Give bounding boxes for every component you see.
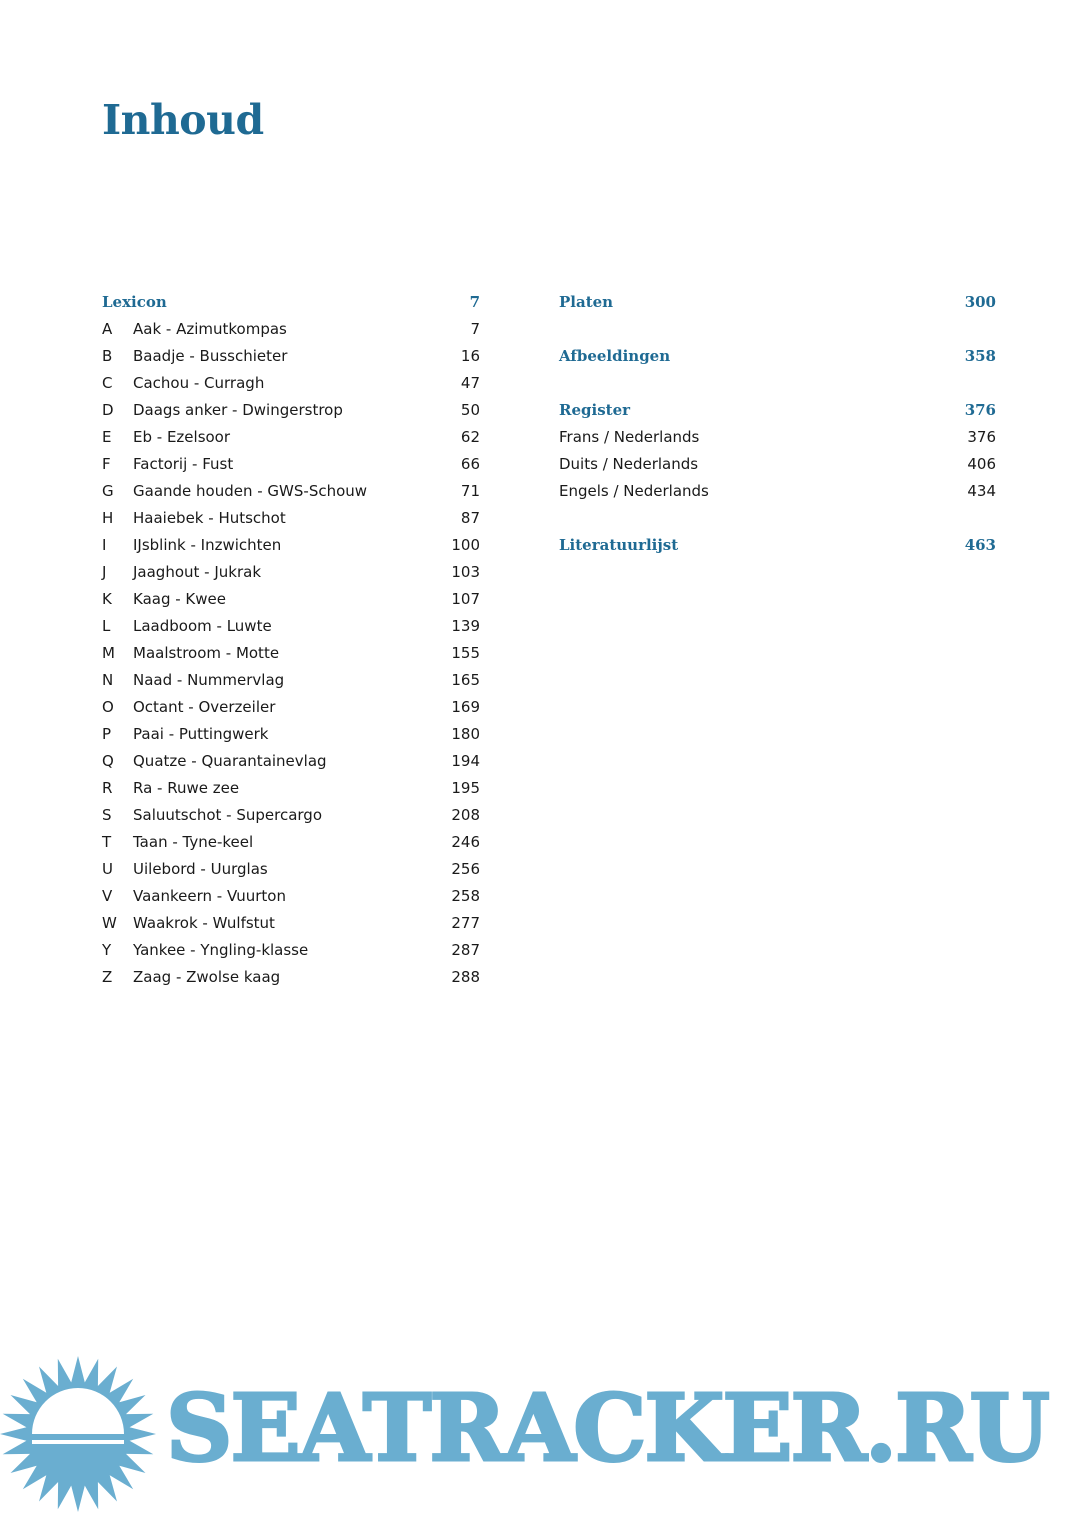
toc-entry-label: Duits / Nederlands	[559, 455, 699, 473]
lexicon-column	[102, 289, 480, 991]
toc-entry-lexicon[interactable]	[102, 532, 480, 559]
toc-entry-page: 50	[460, 401, 480, 419]
toc-entry-lexicon[interactable]	[102, 316, 480, 343]
toc-entry-lexicon[interactable]	[102, 856, 480, 883]
toc-entry-page: 287	[451, 941, 480, 959]
toc-entry-lexicon[interactable]	[102, 721, 480, 748]
toc-entry-letter: W	[102, 914, 117, 932]
toc-entry-label: Frans / Nederlands	[559, 428, 700, 446]
toc-entry-page: 258	[451, 887, 480, 905]
toc-entry-label: Octant - Overzeiler	[133, 698, 276, 716]
toc-entry-page: 100	[451, 536, 480, 554]
toc-entry-register[interactable]	[559, 424, 996, 451]
toc-entry-page: 288	[451, 968, 480, 986]
toc-entry-lexicon[interactable]	[102, 424, 480, 451]
toc-entry-label: Maalstroom - Motte	[133, 644, 280, 662]
toc-heading-label: Platen	[559, 293, 614, 311]
toc-entry-lexicon[interactable]	[102, 343, 480, 370]
sun-horizon	[32, 1440, 124, 1444]
toc-entry-label: Naad - Nummervlag	[133, 671, 285, 689]
toc-entry-page: 256	[451, 860, 480, 878]
toc-heading-afbeeldingen[interactable]	[559, 343, 996, 370]
toc-entry-lexicon[interactable]	[102, 505, 480, 532]
toc-entry-page: 208	[451, 806, 480, 824]
toc-entry-letter: J	[102, 563, 107, 581]
toc-entry-label: Kaag - Kwee	[133, 590, 226, 608]
watermark-text: SEATRACKER.RU	[166, 1374, 1048, 1482]
toc-entry-label: Gaande houden - GWS-Schouw	[133, 482, 368, 500]
toc-heading-label: Afbeeldingen	[559, 347, 671, 365]
toc-entry-lexicon[interactable]	[102, 613, 480, 640]
toc-heading-register[interactable]	[559, 397, 996, 424]
toc-entry-letter: Z	[102, 968, 113, 986]
toc-entry-letter: R	[102, 779, 113, 797]
toc-entry-page: 107	[451, 590, 480, 608]
toc-entry-label: Paai - Puttingwerk	[133, 725, 269, 743]
toc-entry-page: 406	[967, 455, 996, 473]
toc-entry-label: Haaiebek - Hutschot	[133, 509, 286, 527]
toc-entry-page: 139	[451, 617, 480, 635]
toc-entry-letter: S	[102, 806, 112, 824]
toc-entry-lexicon[interactable]	[102, 559, 480, 586]
toc-entry-letter: I	[102, 536, 107, 554]
toc-entry-lexicon[interactable]	[102, 451, 480, 478]
toc-heading-lexicon[interactable]	[102, 289, 480, 316]
toc-entry-lexicon[interactable]	[102, 775, 480, 802]
toc-entry-label: Quatze - Quarantainevlag	[133, 752, 327, 770]
toc-entry-page: 376	[967, 428, 996, 446]
toc-entry-lexicon[interactable]	[102, 910, 480, 937]
toc-entry-letter: E	[102, 428, 112, 446]
toc-entry-letter: K	[102, 590, 112, 608]
toc-entry-lexicon[interactable]	[102, 640, 480, 667]
toc-entry-label: Yankee - Yngling-klasse	[133, 941, 309, 959]
toc-entry-label: Vaankeern - Vuurton	[133, 887, 286, 905]
toc-entry-label: Waakrok - Wulfstut	[133, 914, 275, 932]
toc-entry-label: Factorij - Fust	[133, 455, 234, 473]
toc-entry-label: Uilebord - Uurglas	[133, 860, 268, 878]
toc-entry-page: 434	[967, 482, 996, 500]
toc-entry-lexicon[interactable]	[102, 802, 480, 829]
toc-entry-page: 16	[460, 347, 480, 365]
toc-entry-label: Eb - Ezelsoor	[133, 428, 231, 446]
toc-entry-page: 87	[460, 509, 480, 527]
toc-entry-page: 194	[451, 752, 480, 770]
toc-entry-letter: Y	[102, 941, 112, 959]
toc-entry-page: 165	[451, 671, 480, 689]
toc-entry-label: Laadboom - Luwte	[133, 617, 272, 635]
toc-entry-label: Baadje - Busschieter	[133, 347, 288, 365]
toc-entry-lexicon[interactable]	[102, 586, 480, 613]
toc-entry-letter: V	[102, 887, 113, 905]
toc-heading-label: Literatuurlijst	[559, 536, 679, 554]
toc-heading-literatuurlijst[interactable]	[559, 532, 996, 559]
toc-heading-page: 463	[964, 536, 996, 554]
toc-entry-page: 277	[451, 914, 480, 932]
toc-entry-label: Jaaghout - Jukrak	[133, 563, 262, 581]
toc-entry-register[interactable]	[559, 451, 996, 478]
toc-entry-page: 155	[451, 644, 480, 662]
toc-heading-label: Register	[559, 401, 631, 419]
toc-entry-lexicon[interactable]	[102, 478, 480, 505]
toc-heading-page: 376	[964, 401, 996, 419]
toc-entry-page: 169	[451, 698, 480, 716]
toc-entry-page: 103	[451, 563, 480, 581]
toc-entry-lexicon[interactable]	[102, 829, 480, 856]
toc-entry-page: 71	[460, 482, 480, 500]
toc-entry-lexicon[interactable]	[102, 748, 480, 775]
toc-entry-page: 246	[451, 833, 480, 851]
toc-entry-letter: D	[102, 401, 114, 419]
toc-entry-lexicon[interactable]	[102, 964, 480, 991]
toc-entry-letter: L	[102, 617, 111, 635]
toc-entry-letter: F	[102, 455, 111, 473]
toc-entry-lexicon[interactable]	[102, 397, 480, 424]
sections-column	[559, 289, 996, 559]
toc-entry-label: Ra - Ruwe zee	[133, 779, 240, 797]
toc-entry-lexicon[interactable]	[102, 937, 480, 964]
toc-entry-page: 66	[460, 455, 480, 473]
toc-entry-letter: U	[102, 860, 113, 878]
toc-entry-page: 7	[470, 320, 480, 338]
toc-heading-label: Lexicon	[102, 293, 167, 311]
toc-entry-letter: N	[102, 671, 114, 689]
toc-entry-page: 195	[451, 779, 480, 797]
toc-entry-letter: Q	[102, 752, 114, 770]
toc-entry-lexicon[interactable]	[102, 370, 480, 397]
toc-entry-letter: A	[102, 320, 113, 338]
toc-entry-lexicon[interactable]	[102, 883, 480, 910]
toc-entry-label: Zaag - Zwolse kaag	[133, 968, 281, 986]
toc-heading-page: 300	[964, 293, 996, 311]
toc-entry-page: 180	[451, 725, 480, 743]
toc-entry-label: IJsblink - Inzwichten	[133, 536, 282, 554]
toc-entry-page: 47	[460, 374, 480, 392]
toc-heading-platen[interactable]	[559, 289, 996, 316]
toc-entry-letter: P	[102, 725, 112, 743]
toc-entry-label: Taan - Tyne-keel	[133, 833, 254, 851]
toc-entry-letter: B	[102, 347, 113, 365]
page-title: Inhoud	[102, 96, 264, 144]
toc-entry-label: Daags anker - Dwingerstrop	[133, 401, 343, 419]
toc-entry-lexicon[interactable]	[102, 667, 480, 694]
toc-entry-letter: G	[102, 482, 114, 500]
toc-entry-page: 62	[460, 428, 480, 446]
toc-entry-letter: M	[102, 644, 115, 662]
toc-entry-letter: O	[102, 698, 114, 716]
toc-heading-page: 7	[469, 293, 480, 311]
toc-entry-label: Engels / Nederlands	[559, 482, 709, 500]
toc-entry-label: Aak - Azimutkompas	[133, 320, 287, 338]
toc-entry-register[interactable]	[559, 478, 996, 505]
toc-entry-letter: C	[102, 374, 113, 392]
toc-entry-label: Saluutschot - Supercargo	[133, 806, 323, 824]
toc-entry-letter: H	[102, 509, 114, 527]
toc-heading-page: 358	[964, 347, 996, 365]
toc-entry-label: Cachou - Curragh	[133, 374, 265, 392]
toc-entry-letter: T	[102, 833, 112, 851]
toc-entry-lexicon[interactable]	[102, 694, 480, 721]
